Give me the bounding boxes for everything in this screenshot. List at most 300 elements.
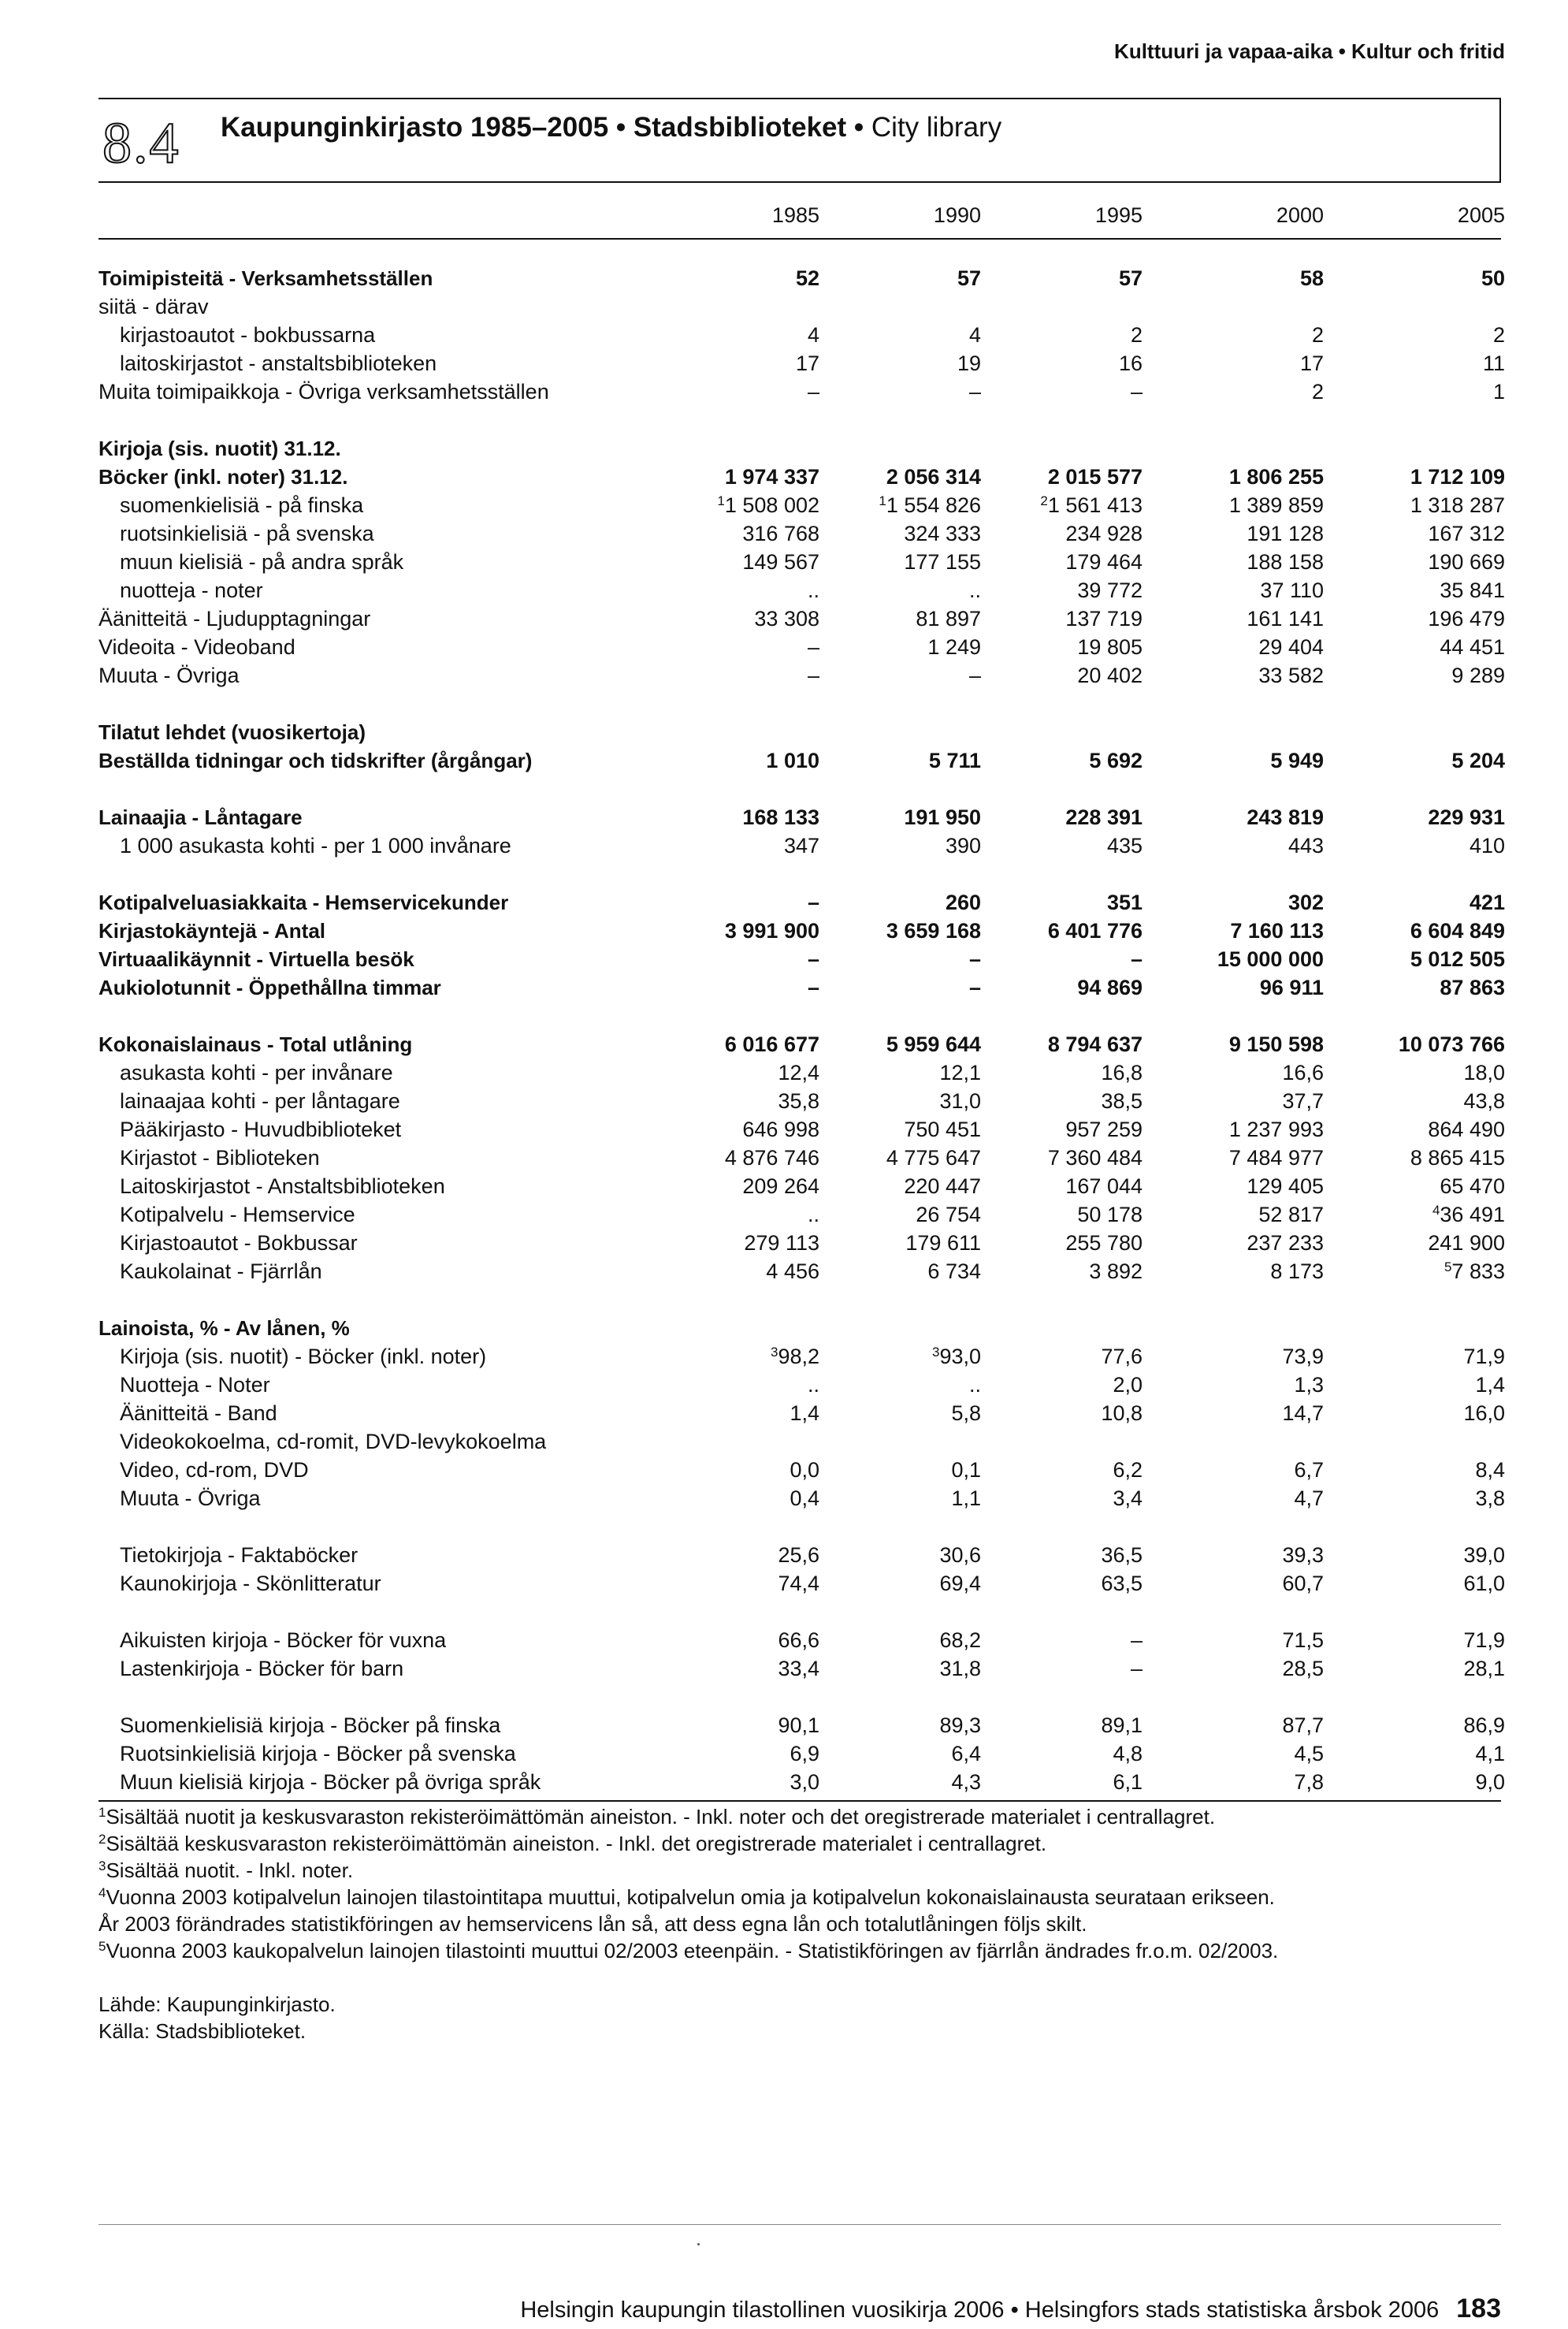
row-label: asukasta kohti - per invånare: [120, 1061, 393, 1085]
cell-2000: [1182, 322, 1324, 348]
cell-2005: [1363, 1627, 1505, 1654]
cell-1985: [678, 917, 819, 944]
cell-2000: [1182, 832, 1324, 859]
table-row: [0, 605, 1568, 632]
row-label: Kirjastokäyntejä - Antal: [98, 919, 326, 943]
cell-value: 316 768: [742, 522, 819, 545]
cell-value: 8 865 415: [1410, 1146, 1505, 1170]
cell-value: 94 869: [1077, 976, 1143, 999]
cell-value: 410: [1469, 834, 1505, 858]
cell-2005: [1363, 1457, 1505, 1483]
cell-value: 5 012 505: [1410, 947, 1505, 971]
cell-2000: [1182, 350, 1324, 377]
cell-1985: [678, 1371, 819, 1398]
cell-1985: [678, 1457, 819, 1483]
cell-1985: [678, 1116, 819, 1143]
row-label: 1 000 asukasta kohti - per 1 000 invånare: [120, 834, 511, 858]
cell-value: 0,0: [790, 1458, 819, 1482]
cell-value: 50: [1481, 266, 1505, 290]
cell-1990: [839, 605, 981, 632]
cell-1995: [1001, 1230, 1143, 1256]
cell-value: 61,0: [1463, 1572, 1505, 1595]
cell-value: 5 959 644: [886, 1032, 981, 1056]
cell-value: 65 470: [1440, 1174, 1505, 1198]
cell-1995: [1001, 974, 1143, 1001]
cell-1990: [839, 577, 981, 604]
cell-2005: [1363, 492, 1505, 519]
footnote-text: Sisältää nuotit ja keskusvaraston rekisteröimättömän aineiston. - Inkl. noter och det oregistrerade materialet i centrallagret.: [106, 1805, 1216, 1829]
cell-value: 33,4: [778, 1657, 819, 1680]
cell-value: 255 780: [1065, 1231, 1143, 1255]
cell-1995: [1001, 917, 1143, 944]
cell-1995: [1001, 520, 1143, 547]
row-label: Suomenkielisiä kirjoja - Böcker på finska: [120, 1713, 501, 1737]
table-row: [0, 378, 1568, 405]
cell-value: 9 150 598: [1228, 1032, 1324, 1056]
cell-1990: [839, 1116, 981, 1143]
cell-2000: [1182, 889, 1324, 916]
year-header: 1995: [1094, 203, 1143, 227]
cell-value: 28,1: [1463, 1657, 1505, 1680]
cell-value: –: [807, 380, 819, 404]
cell-value: 1 712 109: [1410, 465, 1505, 489]
cell-value: 10,8: [1101, 1401, 1143, 1425]
cell-1990: [839, 1740, 981, 1767]
year-header: 2005: [1457, 203, 1505, 227]
cell-value: 6,9: [790, 1742, 819, 1765]
table-row: [0, 1088, 1568, 1114]
cell-2005: [1363, 1400, 1505, 1427]
cell-value: 8 794 637: [1047, 1032, 1143, 1056]
cell-value: 2: [1130, 323, 1143, 347]
cell-2000: [1182, 747, 1324, 774]
cell-1990: [839, 1258, 981, 1285]
cell-1995: [1001, 1201, 1143, 1228]
table-row: [0, 719, 1568, 746]
footnote: [98, 1857, 353, 1884]
cell-1990: [839, 1570, 981, 1597]
cell-value: –: [807, 947, 819, 971]
cell-value: 279 113: [744, 1231, 819, 1255]
cell-value: 9,0: [1475, 1770, 1505, 1794]
cell-1990: [839, 946, 981, 973]
cell-1995: [1001, 662, 1143, 689]
table-row: [0, 1059, 1568, 1086]
cell-value: 36,5: [1101, 1543, 1143, 1567]
header-rule: [98, 238, 1501, 240]
cell-value: 6 016 677: [724, 1032, 819, 1056]
cell-value: 29 404: [1258, 635, 1324, 659]
cell-1995: [1001, 634, 1143, 660]
cell-value: 98,2: [778, 1345, 819, 1368]
cell-value: 86,9: [1463, 1713, 1505, 1737]
cell-2005: [1363, 1230, 1505, 1256]
footnote-ref: 3: [770, 1345, 778, 1360]
cell-value: 17: [795, 352, 819, 375]
cell-2005: [1363, 577, 1505, 604]
cell-value: 10 073 766: [1398, 1032, 1505, 1056]
cell-value: 228 391: [1065, 805, 1143, 829]
row-label: Muuta - Övriga: [98, 664, 240, 687]
cell-1995: [1001, 946, 1143, 973]
cell-1990: [839, 1343, 981, 1370]
cell-value: 69,4: [939, 1572, 981, 1595]
cell-1990: [839, 1230, 981, 1256]
cell-1995: [1001, 1769, 1143, 1795]
cell-value: –: [807, 635, 819, 659]
cell-value: –: [1130, 1628, 1143, 1652]
cell-1990: [839, 832, 981, 859]
cell-value: 5 711: [928, 749, 981, 772]
table-row: [0, 1173, 1568, 1200]
cell-1985: [678, 1201, 819, 1228]
cell-value: 6,4: [951, 1742, 981, 1765]
row-label: Aukiolotunnit - Öppethållna timmar: [98, 976, 441, 999]
cell-1995: [1001, 605, 1143, 632]
cell-1990: [839, 1031, 981, 1058]
row-label: muun kielisiä - på andra språk: [120, 550, 404, 574]
cell-value: 137 719: [1065, 607, 1143, 631]
cell-value: 167 044: [1065, 1174, 1143, 1198]
cell-value: –: [807, 891, 819, 914]
table-row: [0, 1258, 1568, 1285]
row-label: Muun kielisiä kirjoja - Böcker på övriga språk: [120, 1770, 541, 1794]
cell-value: ..: [807, 1203, 819, 1226]
cell-value: 5 204: [1451, 749, 1505, 772]
footnote-text: Vuonna 2003 kaukopalvelun lainojen tilastointi muuttui 02/2003 eteenpäin. - Statistikföringen av fjärrlån ändrades fr.o.m. 02/2003.: [106, 1939, 1279, 1963]
footnote-mark: 1: [98, 1805, 106, 1820]
row-label: lainaajaa kohti - per låntagare: [120, 1089, 400, 1113]
cell-1985: [678, 520, 819, 547]
cell-1985: [678, 1627, 819, 1654]
cell-value: 196 479: [1428, 607, 1505, 631]
cell-1990: [839, 492, 981, 519]
table-row: [0, 1740, 1568, 1767]
cell-value: 71,9: [1463, 1628, 1505, 1652]
cell-2000: [1182, 1059, 1324, 1086]
table-row: [0, 889, 1568, 916]
cell-2000: [1182, 549, 1324, 575]
table-row: [0, 265, 1568, 292]
cell-1985: [678, 634, 819, 660]
cell-1985: [678, 1655, 819, 1682]
table-row: [0, 804, 1568, 831]
table-title: [221, 112, 1001, 143]
cell-2005: [1363, 1740, 1505, 1767]
footnote: [98, 1910, 1087, 1937]
row-label: Toimipisteitä - Verksamhetsställen: [98, 266, 433, 290]
cell-value: 324 333: [904, 522, 981, 545]
row-label: Beställda tidningar och tidskrifter (årgångar): [98, 749, 533, 772]
cell-value: 3,4: [1113, 1486, 1143, 1510]
cell-1990: [839, 1712, 981, 1739]
cell-2000: [1182, 1031, 1324, 1058]
cell-1985: [678, 662, 819, 689]
page-speck: [697, 2243, 700, 2245]
cell-1985: [678, 1769, 819, 1795]
year-header: 2000: [1276, 203, 1324, 227]
cell-1990: [839, 974, 981, 1001]
cell-1985: [678, 378, 819, 405]
cell-2005: [1363, 747, 1505, 774]
cell-1990: [839, 1769, 981, 1795]
cell-value: 1,4: [790, 1401, 819, 1425]
row-label: Lainoista, % - Av lånen, %: [98, 1316, 350, 1340]
cell-2005: [1363, 1059, 1505, 1086]
cell-value: 4,7: [1294, 1486, 1324, 1510]
cell-value: 351: [1106, 891, 1143, 914]
cell-value: 26 754: [916, 1203, 981, 1226]
cell-value: 89,3: [939, 1713, 981, 1737]
cell-1990: [839, 378, 981, 405]
cell-1990: [839, 747, 981, 774]
cell-value: 14,7: [1282, 1401, 1324, 1425]
cell-1985: [678, 492, 819, 519]
footnote-text: År 2003 förändrades statistikföringen av hemservicens lån så, att dess egna lån och totalutlåningen följs skilt.: [98, 1912, 1087, 1936]
cell-2005: [1363, 1769, 1505, 1795]
cell-value: 243 819: [1247, 805, 1324, 829]
cell-value: 2: [1311, 380, 1324, 404]
cell-2000: [1182, 265, 1324, 292]
cell-value: 7 160 113: [1230, 919, 1324, 943]
cell-value: 1: [1492, 380, 1505, 404]
table-row: [0, 1400, 1568, 1427]
cell-value: 37,7: [1282, 1089, 1324, 1113]
cell-value: 39,3: [1282, 1543, 1324, 1567]
cell-value: –: [1130, 1657, 1143, 1680]
cell-2000: [1182, 1173, 1324, 1200]
cell-2000: [1182, 1343, 1324, 1370]
cell-value: 177 155: [904, 550, 981, 574]
cell-value: 33 582: [1258, 664, 1324, 687]
cell-2000: [1182, 577, 1324, 604]
cell-1985: [678, 1059, 819, 1086]
table-number: 8.4: [102, 111, 180, 176]
cell-value: 1,1: [951, 1486, 981, 1510]
cell-2000: [1182, 804, 1324, 831]
table-row: [0, 1570, 1568, 1597]
cell-2005: [1363, 463, 1505, 490]
row-label: Muita toimipaikkoja - Övriga verksamhetsställen: [98, 380, 549, 404]
cell-value: –: [968, 947, 981, 971]
table-row: [0, 435, 1568, 462]
cell-value: 28,5: [1282, 1657, 1324, 1680]
cell-value: 167 312: [1428, 522, 1505, 545]
cell-value: 302: [1287, 891, 1324, 914]
cell-value: 12,1: [939, 1061, 981, 1085]
cell-value: 4,1: [1475, 1742, 1505, 1765]
cell-value: 93,0: [939, 1345, 981, 1368]
running-head: Kulttuuri ja vapaa-aika • Kultur och fritid: [1114, 39, 1505, 63]
cell-2005: [1363, 804, 1505, 831]
cell-1990: [839, 662, 981, 689]
cell-value: 37 110: [1260, 579, 1324, 602]
cell-2005: [1363, 1570, 1505, 1597]
table-row: [0, 1428, 1568, 1455]
cell-value: 161 141: [1247, 607, 1324, 631]
cell-1995: [1001, 1116, 1143, 1143]
cell-2005: [1363, 662, 1505, 689]
table-row: [0, 1371, 1568, 1398]
table-row: [0, 634, 1568, 660]
cell-value: 4,5: [1294, 1742, 1324, 1765]
table-row: [0, 1457, 1568, 1483]
cell-value: –: [968, 664, 981, 687]
cell-1990: [839, 917, 981, 944]
cell-1995: [1001, 1371, 1143, 1398]
cell-value: 35,8: [778, 1089, 819, 1113]
cell-2005: [1363, 1031, 1505, 1058]
cell-1985: [678, 1031, 819, 1058]
cell-1990: [839, 1457, 981, 1483]
cell-value: 7 484 977: [1228, 1146, 1324, 1170]
table-row: [0, 1343, 1568, 1370]
table-row: [0, 1712, 1568, 1739]
cell-1995: [1001, 265, 1143, 292]
cell-value: 2,0: [1113, 1373, 1143, 1397]
row-label: Aikuisten kirjoja - Böcker för vuxna: [120, 1628, 447, 1652]
cell-2000: [1182, 946, 1324, 973]
cell-value: 6,1: [1113, 1770, 1143, 1794]
cell-value: 190 669: [1428, 550, 1505, 574]
cell-value: 1,3: [1294, 1373, 1324, 1397]
cell-2000: [1182, 1712, 1324, 1739]
cell-2000: [1182, 1740, 1324, 1767]
cell-2005: [1363, 378, 1505, 405]
source-line: Lähde: Kaupunginkirjasto.: [98, 1992, 336, 2016]
cell-1990: [839, 1542, 981, 1568]
row-label: Kokonaislainaus - Total utlåning: [98, 1032, 413, 1056]
cell-value: 3 659 168: [886, 919, 981, 943]
table-row: [0, 747, 1568, 774]
cell-1995: [1001, 1627, 1143, 1654]
cell-value: 36 491: [1440, 1203, 1505, 1226]
cell-1990: [839, 1371, 981, 1398]
row-label: Kirjoja (sis. nuotit) - Böcker (inkl. noter): [120, 1345, 487, 1368]
cell-value: 957 259: [1065, 1118, 1143, 1141]
table-row: [0, 1201, 1568, 1228]
cell-1985: [678, 1173, 819, 1200]
table-title-rest: City library: [864, 112, 1002, 143]
cell-2005: [1363, 1655, 1505, 1682]
cell-2000: [1182, 1769, 1324, 1795]
cell-1990: [839, 265, 981, 292]
cell-2000: [1182, 1116, 1324, 1143]
cell-value: 57: [1118, 266, 1143, 290]
cell-value: 33 308: [754, 607, 819, 631]
cell-value: 90,1: [778, 1713, 819, 1737]
cell-value: 6 401 776: [1047, 919, 1143, 943]
cell-value: 4 456: [766, 1259, 819, 1283]
table-row: [0, 946, 1568, 973]
cell-2000: [1182, 463, 1324, 490]
cell-value: 646 998: [742, 1118, 819, 1141]
cell-value: 87 863: [1440, 976, 1505, 999]
cell-value: 60,7: [1282, 1572, 1324, 1595]
row-label: Kirjoja (sis. nuotit) 31.12.: [98, 437, 341, 460]
cell-1995: [1001, 492, 1143, 519]
cell-value: 237 233: [1247, 1231, 1324, 1255]
cell-value: 7 360 484: [1047, 1146, 1143, 1170]
cell-value: 11: [1482, 352, 1505, 375]
table-row: [0, 1542, 1568, 1568]
cell-value: 6 604 849: [1410, 919, 1505, 943]
row-label: suomenkielisiä - på finska: [120, 493, 364, 517]
cell-value: 50 178: [1077, 1203, 1143, 1226]
cell-value: 52: [795, 266, 819, 290]
footnote-mark: 5: [98, 1939, 106, 1954]
cell-value: 16,0: [1463, 1401, 1505, 1425]
cell-value: 179 611: [905, 1231, 981, 1255]
cell-1985: [678, 1712, 819, 1739]
cell-1990: [839, 1173, 981, 1200]
cell-1985: [678, 463, 819, 490]
cell-value: 1 318 287: [1410, 493, 1505, 517]
cell-value: 864 490: [1428, 1118, 1505, 1141]
cell-1990: [839, 350, 981, 377]
cell-1985: [678, 322, 819, 348]
cell-value: ..: [968, 579, 981, 602]
cell-value: –: [968, 380, 981, 404]
table-row: [0, 1230, 1568, 1256]
cell-value: 43,8: [1463, 1089, 1505, 1113]
cell-value: 25,6: [778, 1543, 819, 1567]
footnote-ref: 5: [1444, 1259, 1452, 1274]
cell-2000: [1182, 1655, 1324, 1682]
cell-1985: [678, 1088, 819, 1114]
cell-2000: [1182, 1457, 1324, 1483]
cell-value: 63,5: [1101, 1572, 1143, 1595]
cell-value: 191 128: [1247, 522, 1324, 545]
cell-value: 229 931: [1428, 805, 1505, 829]
footnote-ref: 4: [1432, 1203, 1440, 1218]
row-label: Lastenkirjoja - Böcker för barn: [120, 1657, 404, 1680]
cell-2005: [1363, 634, 1505, 660]
cell-1985: [678, 350, 819, 377]
cell-value: 96 911: [1259, 976, 1324, 999]
cell-2000: [1182, 974, 1324, 1001]
cell-value: 6,7: [1294, 1458, 1324, 1482]
cell-1985: [678, 1740, 819, 1767]
cell-value: 89,1: [1101, 1713, 1143, 1737]
cell-1985: [678, 549, 819, 575]
cell-1990: [839, 634, 981, 660]
cell-2005: [1363, 974, 1505, 1001]
cell-value: 188 158: [1247, 550, 1324, 574]
cell-1995: [1001, 1485, 1143, 1512]
cell-1985: [678, 974, 819, 1001]
cell-2005: [1363, 946, 1505, 973]
cell-1985: [678, 946, 819, 973]
cell-1985: [678, 1144, 819, 1171]
cell-value: 58: [1299, 266, 1324, 290]
row-label: Video, cd-rom, DVD: [120, 1458, 309, 1482]
cell-2000: [1182, 520, 1324, 547]
cell-1985: [678, 1542, 819, 1568]
cell-value: 7 833: [1451, 1259, 1505, 1283]
cell-2000: [1182, 492, 1324, 519]
table-row: [0, 463, 1568, 490]
cell-2005: [1363, 350, 1505, 377]
cell-1985: [678, 1485, 819, 1512]
cell-value: 30,6: [939, 1543, 981, 1567]
cell-value: 5,8: [951, 1401, 981, 1425]
cell-value: 2: [1492, 323, 1505, 347]
cell-value: 4: [807, 323, 819, 347]
cell-1995: [1001, 1570, 1143, 1597]
table-bottom-rule: [98, 1800, 1501, 1802]
table-row: [0, 1627, 1568, 1654]
